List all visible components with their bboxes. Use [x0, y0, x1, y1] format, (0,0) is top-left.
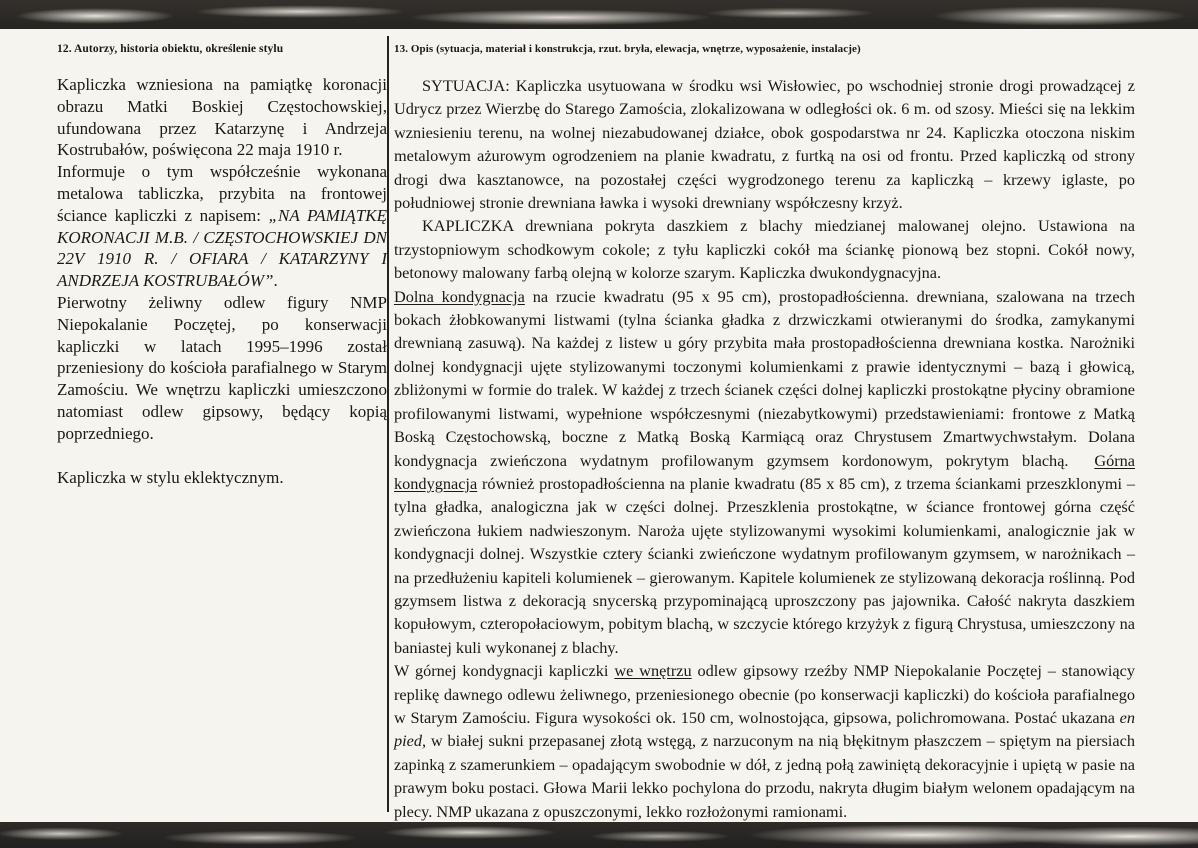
paragraph	[57, 161, 387, 292]
text-segment: KAPLICZKA drewniana pokryta daszkiem z blachy miedzianej malowanej olejno. Ustawiona na trzystopniowym schodkowym cokole; z tyłu kapliczki cokół ma ściankę pionową bez stopni. Cokół nowy, betonowy malowany farbą olejną w kolorze szarym. Kapliczka dwukondygnacyjna.	[394, 216, 1135, 283]
text-segment: również prostopadłościenna na planie kwadratu (85 x 85 cm), z trzema ściankami przeszklonymi – tylna gładka, analogiczna jak w części dolnej. Przeszklenia prostokątne, w ściance frontowej górna część zwieńczona łukiem nadwieszonym. Naroża ujęte stylizowanymi wysokimi kolumienkami, analogicznie jak w kondygnacji dolnej. Wszystkie cztery ścianki zwieńczone wydatnym profilowanym gzymsem, w narożnikach – na przedłużeniu kapiteli kolumienek – gierowanym. Kapitele kolumienek ze stylizowaną dekoracja roślinną. Pod gzymsem listwa z dekoracją snycerską przypominającą uproszczony pas jajownika. Całość nakryta daszkiem kopułowym, czteropołaciowym, pobitym blachą, w szczycie którego krzyżyk z figurą Chrystusa, umieszczony na baniastej kuli wykonanej z blachy.	[394, 473, 1135, 657]
section-13-header: 13. Opis (sytuacja, materiał i konstrukcja, rzut. bryła, elewacja, wnętrze, wyposażenie, instalacje)	[394, 43, 861, 55]
text-segment: Górna kondygnacja	[394, 450, 1135, 493]
section-13-body	[394, 74, 1135, 823]
text-segment: „NA PAMIĄTKĘ KORONACJI M.B. / CZĘSTOCHOWSKIEJ DN 22V 1910 R. / OFIARA / KATARZYNY I ANDRZEJA KOSTRUBAŁÓW”	[57, 205, 387, 291]
text-segment: en pied	[394, 707, 1135, 751]
paragraph	[394, 659, 1135, 823]
text-segment: na rzucie kwadratu (95 x 95 cm), prostopadłościenna. drewniana, szalowana na trzech bokach żłobkowanymi listwami (tylna ścianka gładka z drzwiczkami otwieranymi do środka, zamykanymi drewnianą zasuwą). Na każdej z listew u góry przybita mała prostopadłościenna drewniana kostka. Narożniki dolnej kondygnacji ujęte stylizowanymi toczonymi kolumienkami z prawie identycznymi – bazą i głowicą, zbliżonymi w formie do tralek. W każdej z trzech ścianek części dolnej kapliczki prostokątne płyciny obramione profilowanymi listwami, wypełnione współczesnymi (niezabytkowymi) przedstawieniami: frontowe z Matką Boską Częstochowską, boczne z Matką Boską Karmiącą oraz Chrystusem Zmartwychwstałym. Dolana kondygnacja zwieńczona wydatnym profilowanym gzymsem kordonowym, pokrytym blachą.	[394, 286, 1135, 470]
paragraph	[394, 285, 1135, 660]
paragraph	[394, 74, 1135, 214]
text-segment: SYTUACJA: Kapliczka usytuowana w środku wsi Wisłowiec, po wschodniej stronie drogi prowadzącej z Udrycz przez Wierzbę do Starego Zamościa, zlokalizowana w odległości ok. 6 m. od szosy. Mieści się na lekkim wzniesieniu terenu, na wolnej niezabudowanej działce, obok gospodarstwa nr 24. Kapliczka otoczona niskim metalowym ażurowym ogrodzeniem na planie kwadratu, z furtką na osi od frontu. Przed kapliczką od strony drogi dwa kasztanowce, na pozostałej części wygrodzonego terenu za kapliczką – krzewy iglaste, po południowej stronie drewniana ławka i wysoki drewniany współczesny krzyż.	[394, 76, 1135, 213]
text-segment: , w białej sukni przepasanej złotą wstęgą, z narzuconym na nią błękitnym płaszczem – spiętym na piersiach zapinką z szamerunkiem – opadającym swobodnie w dół, z jedną połą zawiniętą dekoracyjnie i upiętą w pasie na prawym boku postaci. Głowa Marii lekko pochylona do przodu, nakryta długim białym welonem opadającym na plecy. NMP ukazana z opuszczonymi, lekko rozłożonymi ramionami.	[394, 731, 1135, 821]
text-segment: Kapliczka wzniesiona na pamiątkę koronacji obrazu Matki Boskiej Częstochowskiej, ufundowana przez Katarzynę i Andrzeja Kostrubałów, poświęcona 22 maja 1910 r.	[57, 75, 387, 160]
section-12-header: 12. Autorzy, historia obiektu, określenie stylu	[57, 43, 284, 55]
paragraph	[57, 74, 387, 161]
text-segment: .	[273, 271, 278, 291]
text-segment: Dolna kondygnacja	[394, 286, 525, 306]
paragraph	[394, 214, 1135, 284]
section-13-description	[394, 42, 1135, 823]
text-segment: W górnej kondygnacji kapliczki	[394, 661, 615, 681]
text-segment: Informuje o tym współcześnie wykonana metalowa tabliczka, przybita na frontowej ściance kapliczki z napisem:	[57, 162, 387, 225]
column-divider	[387, 36, 389, 812]
text-segment: we wnętrzu	[614, 661, 692, 681]
text-segment: Pierwotny żeliwny odlew figury NMP Niepokalanie Poczętej, po konserwacji kapliczki w latach 1995–1996 został przeniesiony do kościoła parafialnego w Starym Zamościu. We wnętrzu kapliczki umieszczono natomiast odlew gipsowy, będący kopią poprzedniego.	[57, 292, 387, 443]
paragraph	[57, 292, 387, 445]
text-segment: odlew gipsowy rzeźby NMP Niepokalanie Poczętej – stanowiący replikę dawnego odlewu żeliwnego, przeniesionego obecnie (po konserwacji kapliczki) do kościoła parafialnego w Starym Zamościu. Figura wysokości ok. 150 cm, wolnostojąca, gipsowa, polichromowana. Postać ukazana	[394, 661, 1135, 727]
section-12-authors-history	[57, 42, 387, 488]
scan-edge-artifact-bottom	[0, 822, 1198, 848]
section-12-body	[57, 74, 387, 488]
scan-edge-artifact-top	[0, 0, 1198, 29]
text-segment: Kapliczka w stylu eklektycznym.	[57, 467, 284, 487]
paragraph	[57, 467, 387, 489]
